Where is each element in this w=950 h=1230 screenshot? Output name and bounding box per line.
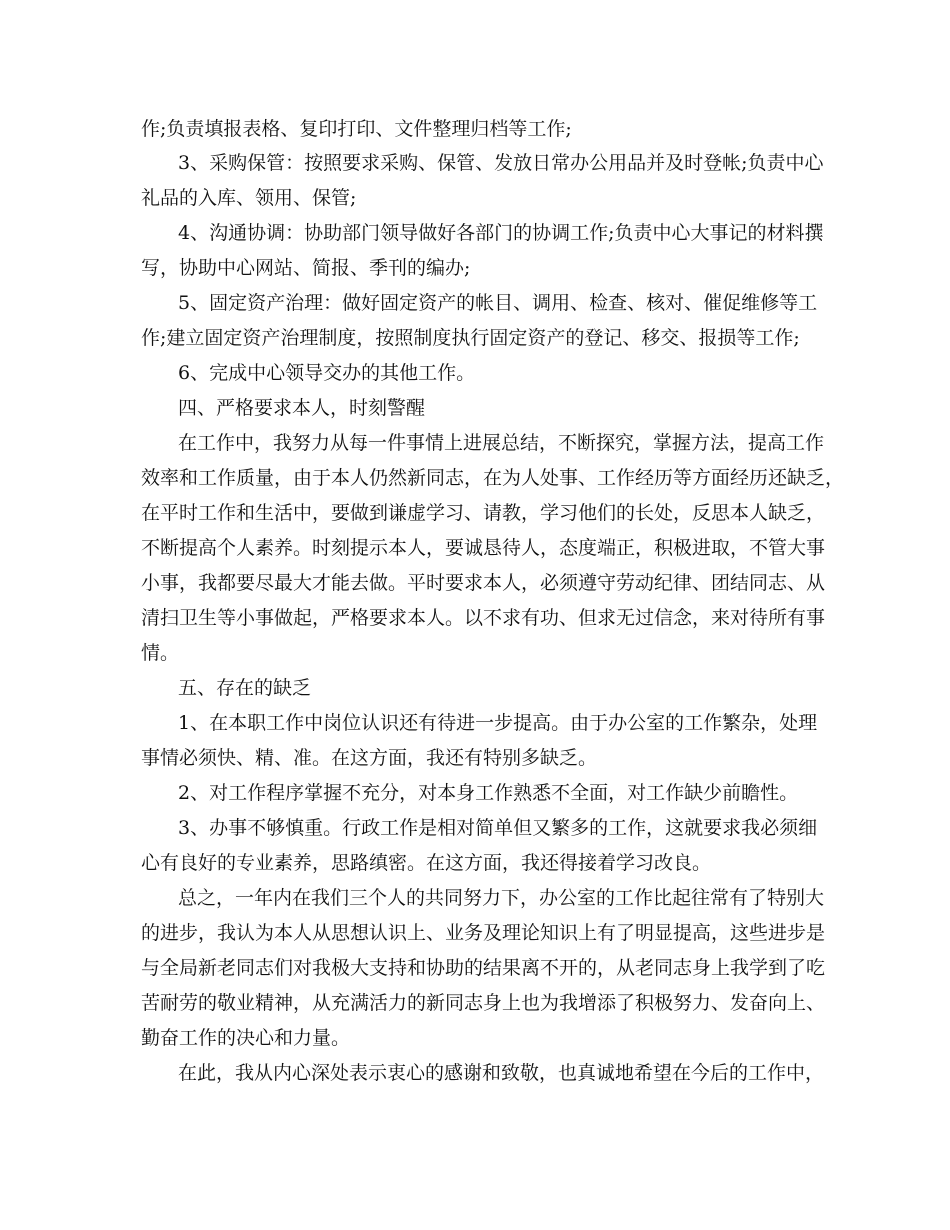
body-text-line: 在平时工作和生活中，要做到谦虚学习、请教，学习他们的长处，反思本人缺乏， [141, 502, 826, 524]
body-text-line: 4、沟通协调：协助部门领导做好各部门的协调工作;负责中心大事记的材料撰 [178, 222, 824, 244]
body-text-line: 在工作中，我努力从每一件事情上进展总结，不断探究，掌握方法，提高工作 [178, 432, 825, 454]
body-text-line: 5、固定资产治理：做好固定资产的帐目、调用、检查、核对、催促维修等工 [178, 292, 818, 314]
body-text-line: 效率和工作质量，由于本人仍然新同志，在为人处事、工作经历等方面经历还缺乏， [141, 467, 845, 489]
body-text-line: 作;建立固定资产治理制度，按照制度执行固定资产的登记、移交、报损等工作; [141, 327, 800, 349]
body-text-line: 总之，一年内在我们三个人的共同努力下，办公室的工作比起往常有了特别大 [178, 887, 825, 909]
section-heading: 五、存在的缺乏 [178, 677, 312, 699]
body-text-line: 6、完成中心领导交办的其他工作。 [178, 362, 476, 384]
body-text-line: 的进步，我认为本人从思想认识上、业务及理论知识上有了明显提高，这些进步是 [141, 922, 826, 944]
body-text-line: 情。 [141, 642, 180, 664]
body-text-line: 礼品的入库、领用、保管; [141, 187, 357, 209]
body-text-line: 3、办事不够慎重。行政工作是相对简单但又繁多的工作，这就要求我必须细 [178, 817, 818, 839]
body-text-line: 写，协助中心网站、简报、季刊的编办; [141, 257, 471, 279]
body-text-line: 3、采购保管：按照要求采购、保管、发放日常办公用品并及时登帐;负责中心 [178, 152, 824, 174]
body-text-line: 小事，我都要尽最大才能去做。平时要求本人，必须遵守劳动纪律、团结同志、从 [141, 572, 826, 594]
body-text-line: 与全局新老同志们对我极大支持和协助的结果离不开的，从老同志身上我学到了吃 [141, 957, 826, 979]
body-text-line: 心有良好的专业素养，思路缜密。在这方面，我还得接着学习改良。 [141, 852, 712, 874]
body-text-line: 不断提高个人素养。时刻提示本人，要诚恳待人，态度端正，积极进取，不管大事 [141, 537, 826, 559]
body-text-line: 苦耐劳的敬业精神，从充满活力的新同志身上也为我增添了积极努力、发奋向上、 [141, 992, 826, 1014]
body-text-line: 1、在本职工作中岗位认识还有待进一步提高。由于办公室的工作繁杂，处理 [178, 712, 818, 734]
body-text-line: 勤奋工作的决心和力量。 [141, 1027, 351, 1049]
body-text-line: 清扫卫生等小事做起，严格要求本人。以不求有功、但求无过信念，来对待所有事 [141, 607, 826, 629]
body-text-line: 2、对工作程序掌握不充分，对本身工作熟悉不全面，对工作缺少前瞻性。 [178, 782, 799, 804]
section-heading: 四、严格要求本人，时刻警醒 [178, 397, 426, 419]
body-text-line: 在此，我从内心深处表示衷心的感谢和致敬，也真诚地希望在今后的工作中， [178, 1062, 825, 1084]
body-text-line: 作;负责填报表格、复印打印、文件整理归档等工作; [141, 118, 572, 140]
body-text-line: 事情必须快、精、准。在这方面，我还有特别多缺乏。 [141, 747, 598, 769]
